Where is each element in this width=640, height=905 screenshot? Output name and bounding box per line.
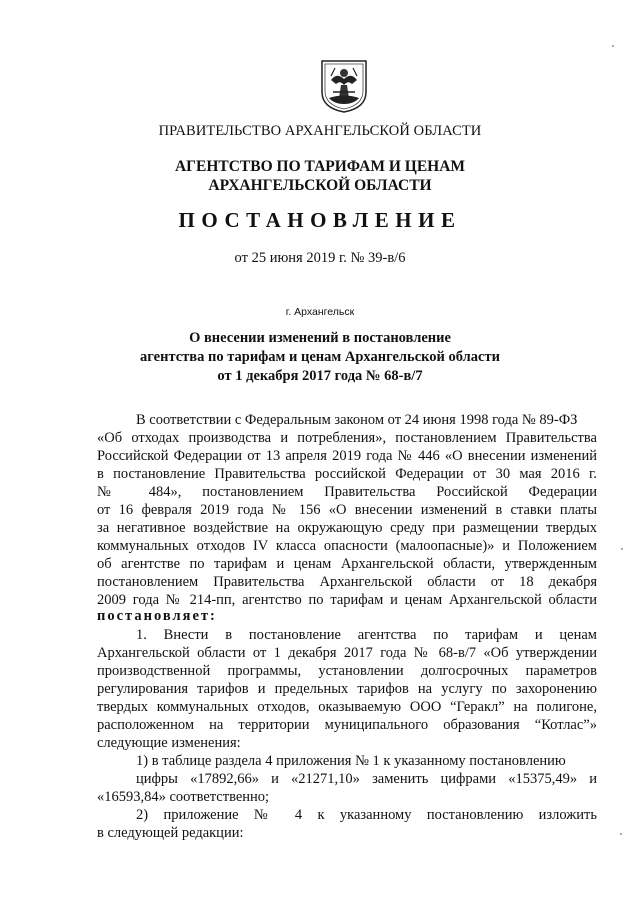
- document-type: ПОСТАНОВЛЕНИЕ: [178, 208, 462, 232]
- body-line: Архангельской области от 1 декабря 2017 года № 68-в/7 «Об утверждении: [97, 645, 597, 661]
- body-line: об агентстве по тарифам и ценам Архангельской области, утвержденным: [97, 556, 597, 572]
- body-line: Российской Федерации от 13 апреля 2019 года № 446 «О внесении изменений: [97, 448, 597, 464]
- body-line: в постановление Правительства российской Федерации от 30 мая 2016 г.: [97, 466, 597, 482]
- body-line: «16593,84» соответственно;: [97, 789, 270, 805]
- body-line: за негативное воздействие на окружающую среду при размещении твердых: [97, 520, 597, 536]
- subject-line2: агентства по тарифам и ценам Архангельской области: [140, 349, 500, 365]
- scan-speck: [620, 833, 622, 835]
- subject-line3: от 1 декабря 2017 года № 68-в/7: [217, 368, 423, 384]
- body-line: постановлением Правительства Архангельской области от 18 декабря: [97, 574, 597, 590]
- body-line: от 16 февраля 2019 года № 156 «О внесении изменений в ставки платы: [97, 502, 597, 518]
- scan-speck: [621, 548, 623, 550]
- scan-speck: [612, 45, 614, 47]
- agency-title-line1: АГЕНТСТВО ПО ТАРИФАМ И ЦЕНАМ: [174, 158, 466, 175]
- document-date-number: от 25 июня 2019 г. № 39-в/6: [234, 250, 406, 266]
- body-line-resolves: постановляет:: [97, 608, 217, 624]
- body-line: 2009 года № 214-пп, агентство по тарифам и ценам Архангельской области: [97, 592, 597, 608]
- body-line: расположенном на территории муниципального образования “Котлас”»: [97, 717, 597, 733]
- body-line: 1. Внести в постановление агентства по тарифам и ценам: [136, 627, 597, 643]
- body-line: регулирования тарифов и предельных тарифов на услугу по захоронению: [97, 681, 597, 697]
- body-line: цифры «17892,66» и «21271,10» заменить цифрами «15375,49» и: [136, 771, 597, 787]
- government-title: ПРАВИТЕЛЬСТВО АРХАНГЕЛЬСКОЙ ОБЛАСТИ: [158, 123, 482, 139]
- body-line: 1) в таблице раздела 4 приложения № 1 к указанному постановлению: [136, 753, 566, 769]
- subject-line1: О внесении изменений в постановление: [189, 330, 451, 346]
- body-line: следующие изменения:: [97, 735, 241, 751]
- body-line: № 484», постановлением Правительства Российской Федерации: [97, 484, 597, 500]
- body-line: «Об отходах производства и потребления», постановлением Правительства: [97, 430, 597, 446]
- body-line: 2) приложение № 4 к указанному постановлению изложить: [136, 807, 597, 823]
- agency-title: [0, 157, 640, 195]
- document-subject: [0, 329, 640, 386]
- body-line: твердых коммунальных отходов, оказываемую ООО “Геракл” на полигоне,: [97, 699, 597, 715]
- agency-title-line2: АРХАНГЕЛЬСКОЙ ОБЛАСТИ: [208, 177, 432, 194]
- coat-of-arms-icon: [319, 58, 369, 114]
- body-line: производственной программы, установлении долгосрочных параметров: [97, 663, 597, 679]
- body-line: в следующей редакции:: [97, 825, 244, 841]
- document-city: г. Архангельск: [285, 306, 355, 318]
- body-line: В соответствии с Федеральным законом от 24 июня 1998 года № 89-ФЗ: [136, 412, 578, 428]
- body-line: коммунальных отходов IV класса опасности (малоопасные)» и Положением: [97, 538, 597, 554]
